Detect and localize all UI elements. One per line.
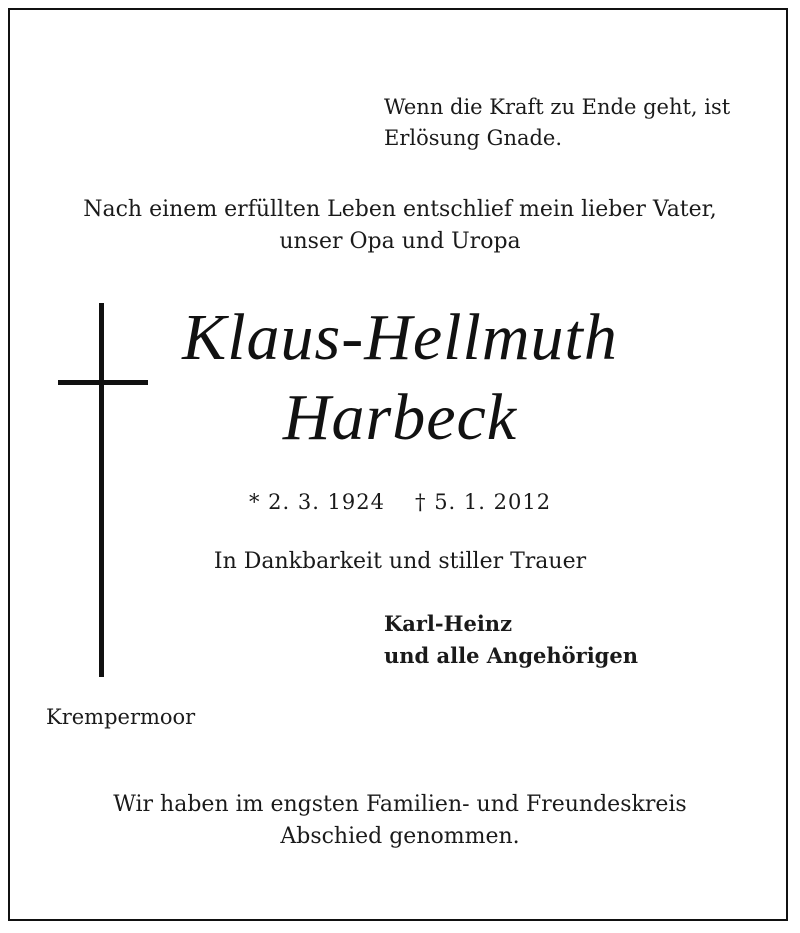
signers bbox=[384, 608, 638, 672]
signer-name: Karl-Heinz bbox=[384, 611, 512, 636]
intro-line-1: Nach einem erfüllten Leben entschlief mein lieber Vater, bbox=[83, 197, 717, 222]
closing-line-2: Abschied genommen. bbox=[280, 824, 520, 849]
birth-date: 2. 3. 1924 bbox=[268, 490, 385, 514]
birth-symbol: * bbox=[248, 490, 261, 514]
motto-line-2: Erlösung Gnade. bbox=[384, 126, 563, 150]
death-symbol: † bbox=[415, 490, 427, 514]
motto-line-1: Wenn die Kraft zu Ende geht, ist bbox=[384, 95, 731, 119]
thanks-line: In Dankbarkeit und stiller Trauer bbox=[213, 549, 587, 574]
deceased-last-name: Harbeck bbox=[282, 381, 518, 454]
life-dates bbox=[0, 487, 800, 517]
closing-line-1: Wir haben im engsten Familien- und Freundeskreis bbox=[113, 792, 687, 817]
place-name: Krempermoor bbox=[46, 705, 196, 729]
intro-text bbox=[0, 194, 800, 258]
death-date: 5. 1. 2012 bbox=[434, 490, 552, 514]
motto-quote bbox=[384, 92, 730, 154]
deceased-first-name: Klaus-Hellmuth bbox=[182, 301, 618, 374]
signer-family: und alle Angehörigen bbox=[384, 643, 638, 668]
deceased-name bbox=[40, 298, 760, 458]
intro-line-2: unser Opa und Uropa bbox=[279, 229, 521, 254]
closing-text bbox=[0, 789, 800, 853]
